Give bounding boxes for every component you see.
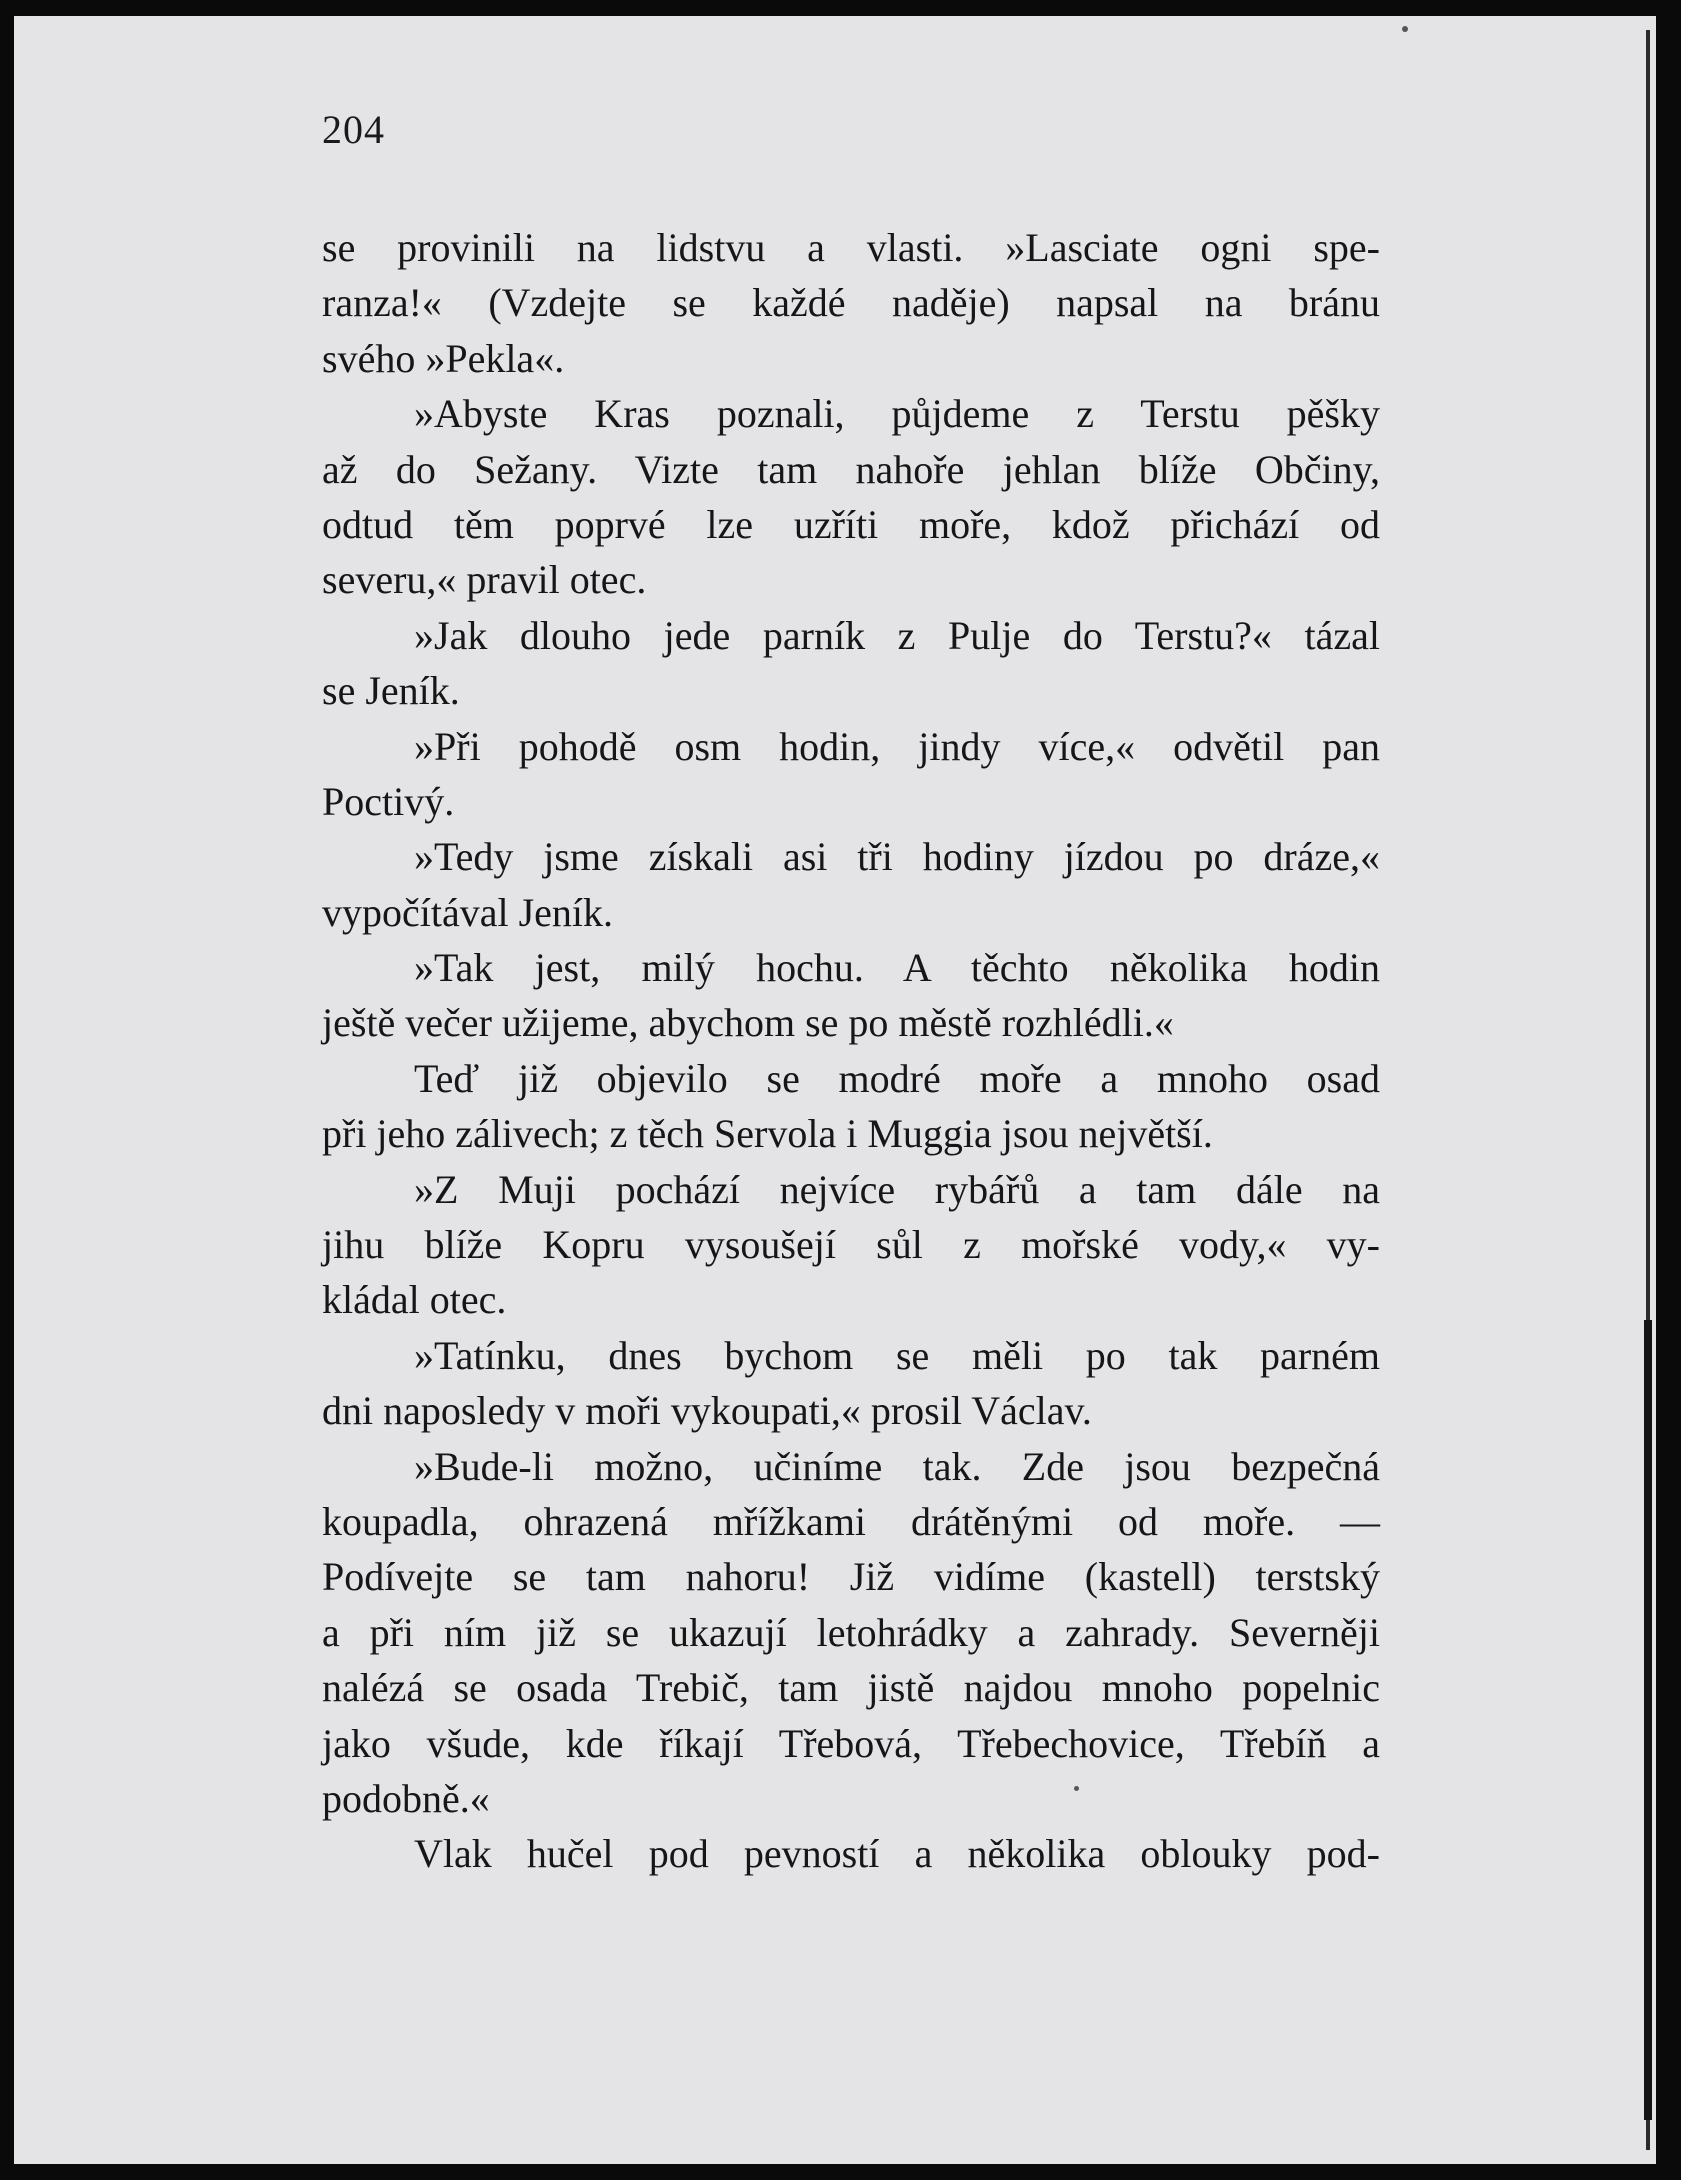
text-line: ještě večer užijeme, abychom se po městě rozhlédli.« bbox=[322, 1000, 1174, 1046]
text-line: »Tak jest, milý hochu. A těchto několika hodin bbox=[414, 945, 1380, 991]
text-line: Poctivý. bbox=[322, 778, 455, 824]
text-line: svého »Pekla«. bbox=[322, 335, 565, 381]
text-line: odtud těm poprvé lze uzříti moře, kdož přichází od bbox=[322, 501, 1380, 547]
text-line: ranza!« (Vzdejte se každé naděje) napsal na bránu bbox=[322, 280, 1380, 326]
body-text bbox=[322, 220, 1380, 1882]
text-line: »Bude-li možno, učiníme tak. Zde jsou bezpečná bbox=[414, 1443, 1380, 1489]
text-line: kládal otec. bbox=[322, 1277, 507, 1323]
text-line: »Z Muji pochází nejvíce rybářů a tam dále na bbox=[414, 1166, 1380, 1212]
page-edge-shadow bbox=[1644, 1320, 1652, 2120]
text-line: »Abyste Kras poznali, půjdeme z Terstu pěšky bbox=[414, 391, 1380, 437]
text-line: Teď již objevilo se modré moře a mnoho osad bbox=[414, 1055, 1380, 1101]
page-number: 204 bbox=[322, 107, 385, 152]
text-line: nalézá se osada Trebič, tam jistě najdou mnoho popelnic bbox=[322, 1665, 1380, 1711]
text-line: se Jeník. bbox=[322, 668, 460, 714]
text-line: podobně.« bbox=[322, 1775, 490, 1821]
text-line: dni naposledy v moři vykoupati,« prosil Václav. bbox=[322, 1388, 1092, 1434]
text-line: Vlak hučel pod pevností a několika oblouky pod- bbox=[414, 1831, 1380, 1877]
text-line: »Při pohodě osm hodin, jindy více,« odvětil pan bbox=[414, 723, 1380, 769]
text-line: až do Sežany. Vizte tam nahoře jehlan blíže Občiny, bbox=[322, 446, 1380, 492]
text-line: Podívejte se tam nahoru! Již vidíme (kastell) terstský bbox=[322, 1554, 1380, 1600]
text-line: se provinili na lidstvu a vlasti. »Lasciate ogni spe- bbox=[322, 225, 1380, 270]
text-line: vypočítával Jeník. bbox=[322, 889, 614, 935]
text-line: jako všude, kde říkají Třebová, Třebechovice, Třebíň a bbox=[322, 1720, 1380, 1766]
text-line: severu,« pravil otec. bbox=[322, 557, 647, 603]
text-line: »Tatínku, dnes bychom se měli po tak parném bbox=[414, 1332, 1380, 1378]
text-line: jihu blíže Kopru vysoušejí sůl z mořské vody,« vy- bbox=[322, 1222, 1380, 1268]
text-line: »Tedy jsme získali asi tři hodiny jízdou po dráze,« bbox=[414, 834, 1380, 880]
text-line: »Jak dlouho jede parník z Pulje do Terstu?« tázal bbox=[414, 612, 1380, 658]
scan-speck bbox=[1402, 26, 1408, 32]
text-line: koupadla, ohrazená mřížkami drátěnými od moře. — bbox=[322, 1498, 1380, 1544]
text-line: a při ním již se ukazují letohrádky a zahrady. Severněji bbox=[322, 1609, 1380, 1655]
text-line: při jeho zálivech; z těch Servola i Muggia jsou největší. bbox=[322, 1111, 1213, 1157]
